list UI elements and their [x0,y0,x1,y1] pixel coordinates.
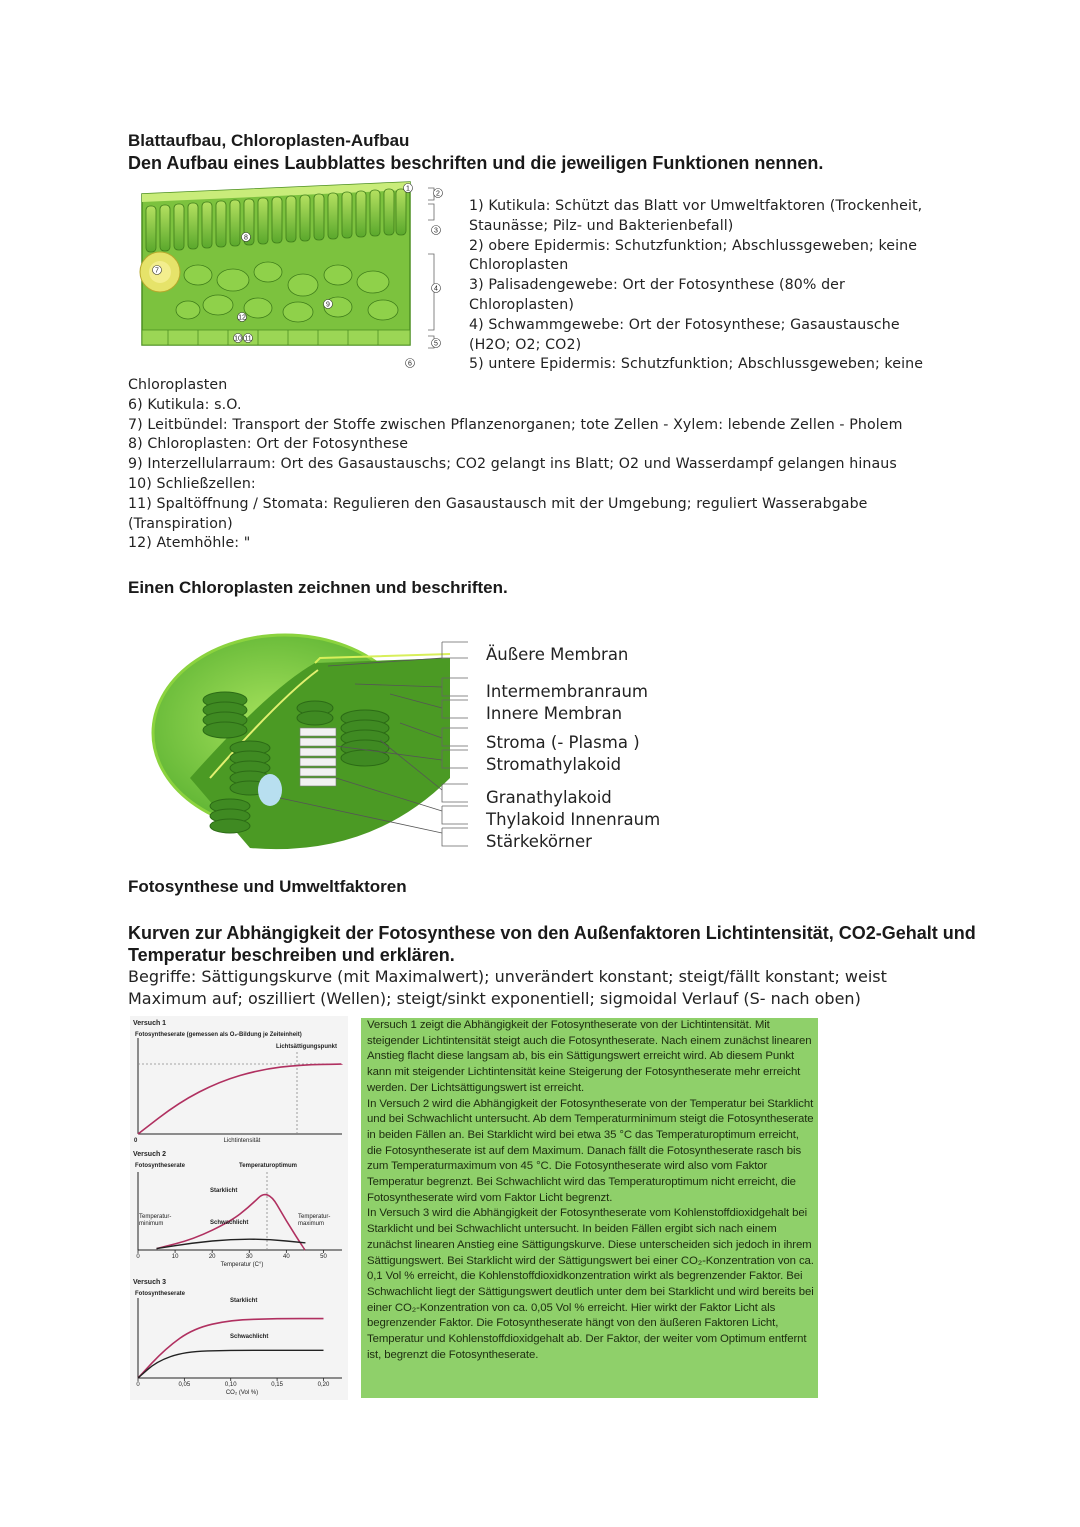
task-kurven-line2: Temperatur beschreiben und erklären. [128,945,455,965]
list-line: 2) obere Epidermis: Schutzfunktion; Abschlussgeweben; keine [469,237,918,254]
leaf-number: 2 [436,190,440,198]
task-laubblatt: Den Aufbau eines Laubblattes beschriften und die jeweiligen Funktionen nennen. [128,153,824,173]
chart3-title: Versuch 3 [133,1279,167,1286]
label-granathylakoid: Granathylakoid [486,788,612,807]
section-title-fotosynthese: Fotosynthese und Umweltfaktoren [128,877,407,896]
explanation-versuch3: In Versuch 3 wird die Abhängigkeit der Fotosyntheserate vom Kohlenstoffdioxidgehalt bei Starklicht und bei Schwachlicht untersucht. In beiden Fällen ergibt sich nach einem zunächst linearen Anstieg eine Sättigungskurve. Diese unterscheiden sich jedoch in ihrem Sättigungswert. Bei Starklicht wird der Sättigungswert bei einer CO₂-Konzentration von ca. 0,1 Vol % erreicht, die Kohlenstoffdioxidkonzentration wirkt als begrenzender Faktor. Bei Schwachlicht liegt der Sättigungswert deutlich unter dem bei Starklicht und wird bereits bei einer CO₂-Konzentration von ca. 0,05 Vol % erreicht. Hier wirkt der Faktor Licht als begrenzender Faktor. Die Fotosyntheserate hängt von den äußeren Faktoren Licht, Temperatur und Kohlenstoffdioxidgehalt ab. Der Faktor, der weiter vom Optimum entfernt ist, begrenzt die Fotosyntheserate. [367,1207,814,1361]
leaf-description-list-continued [128,376,988,554]
list-line: 11) Spaltöffnung / Stomata: Regulieren den Gasaustausch mit der Umgebung; reguliert Wasserabgabe [128,495,868,512]
charts-panel [130,1016,348,1400]
leaf-number: 8 [244,234,248,242]
leaf-number: 11 [244,335,252,343]
label-staerkekoerner: Stärkekörner [486,832,592,851]
list-line: 7) Leitbündel: Transport der Stoffe zwischen Pflanzenorganen; tote Zellen - Xylem: lebende Zellen - Pholem [128,416,903,433]
begriffe-line2: Maximum auf; oszilliert (Wellen); steigt/sinkt exponentiell; sigmoidal Verlauf (S- nach oben) [128,989,861,1008]
tick-label: 0,10 [224,1382,237,1388]
leaf-number: 7 [155,267,159,275]
list-line: Staunässe; Pilz- und Bakterienbefall) [469,217,734,234]
leaf-number: 9 [326,301,330,309]
list-line: 1) Kutikula: Schützt das Blatt vor Umweltfaktoren (Trockenheit, [469,198,923,214]
leaf-cross-section-image [138,180,448,370]
tick-label: 0 [136,1382,140,1388]
chart2-ylabel: Fotosyntheserate [135,1163,186,1169]
chart2-min-label-2: minimum [139,1221,164,1227]
chart2-max-label-2: maximum [298,1221,325,1227]
chart3-ylabel: Fotosyntheserate [135,1291,186,1297]
chart2-strong-label: Starklicht [210,1188,238,1194]
section-title-blattaufbau: Blattaufbau, Chloroplasten-Aufbau [128,131,410,150]
task-chloroplast: Einen Chloroplasten zeichnen und beschriften. [128,578,508,597]
list-line: Chloroplasten [469,257,569,274]
leaf-number: 1 [406,185,410,193]
label-innere-membran: Innere Membran [486,704,623,723]
tick-label: 20 [208,1254,216,1260]
label-thylakoid-innenraum: Thylakoid Innenraum [486,810,661,829]
leaf-number: 5 [434,340,438,348]
label-stromathylakoid: Stromathylakoid [486,755,622,774]
list-line: (Transpiration) [128,515,233,532]
list-line: 10) Schließzellen: [128,475,256,492]
tick-label: 0,05 [178,1382,191,1388]
task-kurven-line1: Kurven zur Abhängigkeit der Fotosynthese von den Außenfaktoren Lichtintensität, CO2-Gehalt und [128,923,976,943]
chart1-title: Versuch 1 [133,1020,167,1027]
label-intermembranraum: Intermembranraum [486,682,648,701]
list-line: Chloroplasten [128,377,228,393]
list-line: (H2O; O2; CO2) [469,336,582,353]
list-line: Chloroplasten) [469,296,574,313]
leaf-number: 10 [234,335,242,343]
chart2-weak-label: Schwachlicht [210,1220,249,1226]
chloroplast-image [150,628,470,863]
chart1-xlabel: Lichtintensität [223,1138,261,1144]
list-line: 5) untere Epidermis: Schutzfunktion; Abschlussgeweben; keine [469,356,924,373]
chart2-title: Versuch 2 [133,1151,167,1158]
tick-label: 0,20 [317,1382,330,1388]
chart3-xlabel: CO₂ (Vol %) [225,1390,259,1396]
chart1-ylabel: Fotosyntheserate (gemessen als O₂-Bildung je Zeiteinheit) [135,1032,302,1038]
tick-label: 40 [283,1254,290,1260]
tick-label: 30 [245,1254,253,1260]
explanation-box [361,1018,818,1398]
list-line: 12) Atemhöhle: " [128,535,251,552]
leaf-number: 6 [408,360,412,368]
chart3-weak-label: Schwachlicht [230,1334,269,1340]
list-line: 3) Palisadengewebe: Ort der Fotosynthese (80% der [469,277,845,294]
list-line: 4) Schwammgewebe: Ort der Fotosynthese; Gasaustausche [469,316,900,333]
list-line: 6) Kutikula: s.O. [128,396,242,413]
chart2-opt-label: Temperaturoptimum [239,1163,297,1169]
chart2-min-label-1: Temperatur- [139,1214,172,1220]
tick-label: 10 [171,1254,179,1260]
begriffe-line1: Begriffe: Sättigungskurve (mit Maximalwert); unverändert konstant; steigt/fällt konstant; weist [128,967,887,986]
tick-label: 50 [320,1254,327,1260]
label-stroma: Stroma (- Plasma ) [486,733,640,752]
explanation-versuch2: In Versuch 2 wird die Abhängigkeit der Fotosyntheserate von der Temperatur bei Starklicht und bei Schwachlicht untersucht. Ab dem Temperaturminimum steigt die Fotosyntheserate in beiden Fällen an. Bei Starklicht wird bei etwa 35 °C das Temperaturoptimum erreicht, die Fotosyntheserate ist auf dem Maximum. Danach fällt die Fotosyntheserate rasch bis zum Temperaturmaximum von 45 °C. Die Fotosyntheserate wird also vom Faktor Temperatur begrenzt. Bei Schwachlicht wird das Temperaturoptimum nicht erreicht, die Fotosyntheserate wird vom Faktor Licht begrenzt. [367,1097,814,1204]
chart1-origin: 0 [134,1138,138,1144]
leaf-number: 3 [434,227,438,235]
chart2-max-label-1: Temperatur- [298,1214,331,1220]
chart1-point-label: Lichtsättigungspunkt [276,1044,337,1050]
tick-label: 0 [136,1254,140,1260]
tick-label: 0,15 [271,1382,283,1388]
label-aeussere-membran: Äußere Membran [486,645,629,664]
leaf-description-list [469,197,949,375]
leaf-number: 4 [434,285,438,293]
leaf-number: 12 [238,314,246,322]
list-line: 8) Chloroplasten: Ort der Fotosynthese [128,436,409,453]
explanation-versuch1: Versuch 1 zeigt die Abhängigkeit der Fotosyntheserate von der Lichtintensität. Mit steigender Lichtintensität steigt auch die Fotosyntheserate. Nach einem zunächst linearen Anstieg flacht diese langsam ab, bis ein Sättigungswert erreicht wird. Ab diesem Punkt kann mit steigender Lichtintensität keine Steigerung der Fotosyntheserate mehr erreicht werden. Der Lichtsättigungswert ist erreicht. [367,1019,812,1094]
chart2-xlabel: Temperatur (C°) [220,1262,264,1268]
list-line: 9) Interzellularraum: Ort des Gasaustauschs; CO2 gelangt ins Blatt; O2 und Wasserdampf gelangen hinaus [128,456,897,473]
chart3-strong-label: Starklicht [230,1298,258,1304]
